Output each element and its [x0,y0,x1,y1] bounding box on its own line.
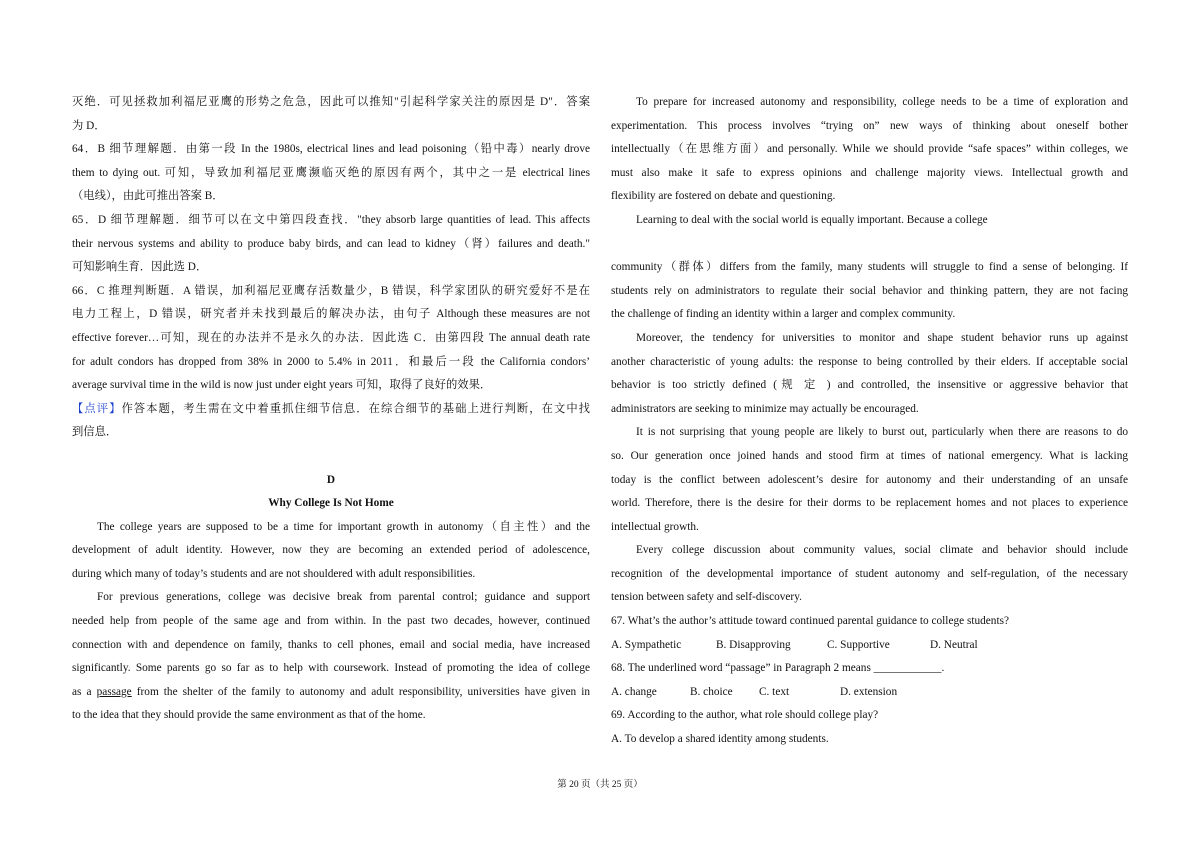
option-b: B. choice [690,685,733,698]
page-footer: 第 20 页（共 25 页） [557,780,643,790]
paragraph-line: Learning to deal with the social world is equally important. Because a college [636,213,988,226]
answer-64-line: 64．B 细节理解题．由第一段 In the 1980s, electrical lines and lead poisoning（铅中毒）nearly drove [72,143,590,156]
paragraph-line: intellectually（在思维方面）and personally. While we should provide “safe spaces” within colleges, we [611,143,1128,156]
option-c: C. Supportive [827,638,890,651]
option-d: D. extension [840,685,898,698]
paragraph-line: community（群体）differs from the family, many students will struggle to find a sense of belonging. If [611,261,1128,274]
paragraph-line: needed help from people of the same age and from within. In the past two decades, however, continued [72,615,590,628]
paragraph-line: tension between safety and self-discovery. [611,591,802,604]
right-column [611,91,1128,752]
text-line: （电线），由此可推出答案 B． [72,190,224,203]
text-line: 电力工程上，D 错误，研究者并未找到最后的解决办法，由句子 Although these measures are not [72,308,590,321]
comment-line [72,398,590,422]
option-a: A. Sympathetic [611,638,682,651]
paragraph-line: intellectual growth. [611,520,699,533]
answer-65-line: 65．D 细节理解题．细节可以在文中第四段查找．"they absorb large quantities of lead. This affects [72,213,590,226]
paragraph-line: Moreover, the tendency for universities to monitor and shape student behavior runs up against [636,331,1128,344]
spacer [72,445,590,469]
paragraph-line: to the idea that they should provide the same environment as that of the home. [72,709,426,722]
text-line: average survival time in the wild is now just under eight years 可知，取得了良好的效果． [72,379,492,392]
text-segment: as a [72,685,97,698]
paragraph-line: so. Our generation once joined hands and stood firm at times of national emergency. What is lacking [611,449,1128,462]
question-68-options [611,681,1128,705]
paragraph-line: during which many of today’s students and are not shouldered with adult responsibilities. [72,567,476,580]
text-line: their nervous systems and ability to produce baby birds, and can lead to kidney（肾）failures and death." [72,237,590,250]
comment-text: 作答本题，考生需在文中着重抓住细节信息．在综合细节的基础上进行判断，在文中找 [121,402,590,415]
option-c: C. text [759,685,790,698]
text-line: for adult condors has dropped from 38% in 2000 to 5.4% in 2011．和最后一段 the California condors’ [72,355,590,368]
text-line: 为 D． [72,119,106,132]
paragraph-line: It is not surprising that young people are likely to burst out, particularly when there are reasons to do [636,426,1128,439]
question-69: 69. According to the author, what role should college play? [611,709,879,722]
paragraph-line: administrators are seeking to minimize may actually be encouraged. [611,402,919,415]
section-letter: D [326,473,336,486]
paragraph-line: connection with and dependence on family, thanks to cell phones, email and social media, have increased [72,638,590,651]
question-67: 67. What’s the author’s attitude toward continued parental guidance to college students? [611,615,1009,628]
left-column [72,91,590,728]
paragraph-line: To prepare for increased autonomy and responsibility, college needs to be a time of exploration and [636,96,1128,108]
text-line: 到信息． [72,426,118,439]
spacer [611,233,1128,257]
question-67-options [611,634,1128,658]
text-line: 灭绝．可见拯救加利福尼亚鹰的形势之危急，因此可以推知"引起科学家关注的原因是 D"．答案 [72,96,590,108]
option-d: D. Neutral [930,638,978,651]
paragraph-line: The college years are supposed to be a time for important growth in autonomy（自主性）and the [97,520,590,533]
paragraph-line: behavior is too strictly defined (规 定 ) and controlled, the insensitive or aggressive behavior that [611,379,1128,392]
paragraph-line: another characteristic of young adults: the response to being controlled by their elders. If acceptable social [611,355,1128,368]
paragraph-line: recognition of the developmental importance of student autonomy and self-regulation, of the necessary [611,567,1128,580]
text-segment: from the shelter of the family to autonomy and adult responsibility, universities have given in [131,685,590,698]
paragraph-line: students rely on administrators to regulate their social behavior and thinking pattern, they are not facing [611,284,1128,297]
text-line: them to dying out. 可知，导致加利福尼亚鹰濒临灭绝的原因有两个，其中之一是 electrical lines [72,166,590,179]
paragraph-line: Every college discussion about community values, social climate and behavior should include [636,544,1128,557]
paragraph-line: For previous generations, college was decisive break from parental control; guidance and support [97,591,590,604]
paragraph-line: flexibility are fostered on debate and questioning. [611,190,836,203]
paragraph-line: world. Therefore, there is the desire for their dorms to be replacement homes and not places to experience [611,497,1128,510]
paragraph-line: significantly. Some parents go so far as to help with coursework. Instead of promoting the idea of college [72,662,590,675]
question-68: 68. The underlined word “passage” in Paragraph 2 means ____________. [611,662,945,675]
paragraph-line: must also make it safe to express opinions and challenge majority views. Intellectual growth and [611,166,1128,179]
paragraph-line [72,681,590,705]
text-line: 可知影响生育．因此选 D． [72,261,208,274]
question-69-option-a: A. To develop a shared identity among students. [611,733,829,746]
answer-66-line: 66．C 推理判断题．A 错误，加利福尼亚鹰存活数量少，B 错误，科学家团队的研究爱好不是在 [72,284,590,297]
passage-title: Why College Is Not Home [268,497,394,510]
option-a: A. change [611,685,657,698]
comment-tag: 【点评】 [72,402,122,415]
paragraph-line: development of adult identity. However, now they are becoming an extended period of adolescence, [72,544,590,557]
paragraph-line: today is the conflict between adolescent’s desire for autonomy and their understanding of an unsafe [611,473,1128,486]
option-b: B. Disapproving [716,638,791,651]
paragraph-line: experimentation. This process involves “trying on” new ways of thinking about oneself bother [611,119,1128,132]
paragraph-line: the challenge of finding an identity within a larger and complex community. [611,308,956,321]
underlined-word: passage [96,685,132,698]
text-line: effective forever…可知，现在的办法并不是永久的办法．因此选 C．由第四段 The annual death rate [72,331,590,344]
